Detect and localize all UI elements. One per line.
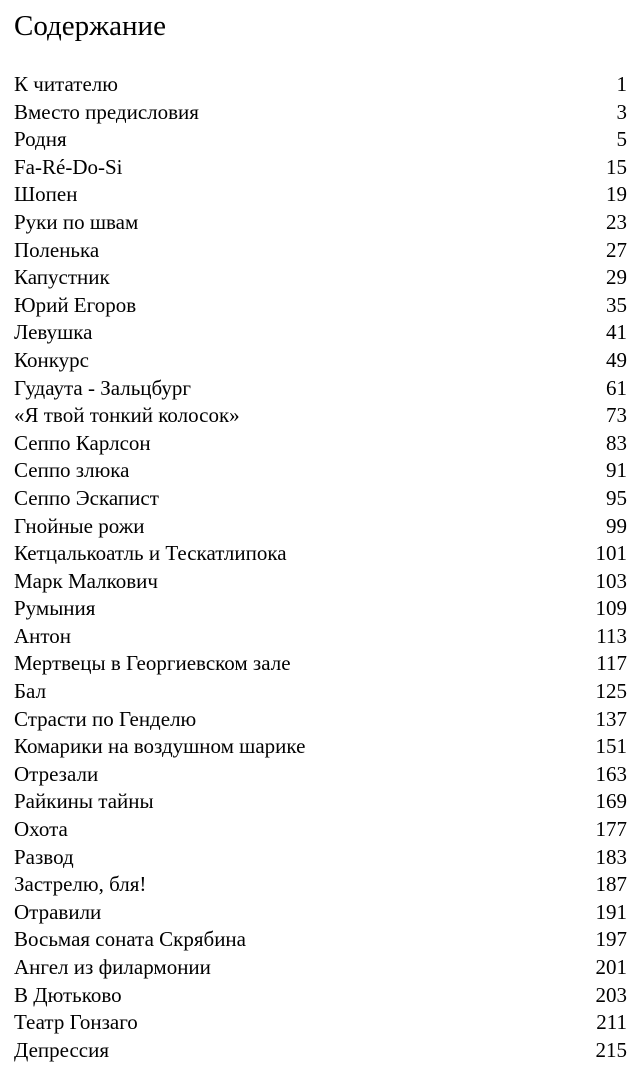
toc-entry-title: Бал: [14, 679, 47, 704]
toc-entry-page-number: 101: [595, 541, 627, 566]
toc-entry: [14, 485, 627, 513]
toc-entry-title: Кетцалькоатль и Тескатлипока: [14, 541, 287, 566]
toc-entry: [14, 99, 627, 127]
toc-entry-title: Депрессия: [14, 1037, 110, 1062]
toc-entry-page-number: 91: [606, 458, 627, 483]
toc-entry-page-number: 61: [606, 375, 627, 400]
toc-entry: [14, 899, 627, 927]
toc-entry: [14, 706, 627, 734]
toc-entry: [14, 154, 627, 182]
toc-entry: [14, 402, 627, 430]
toc-entry-page-number: 41: [606, 320, 627, 345]
toc-entry: [14, 568, 627, 596]
toc-entry: [14, 513, 627, 541]
toc-entry-page-number: 49: [606, 347, 627, 372]
toc-entry: [14, 292, 627, 320]
toc-entry-page-number: 191: [595, 899, 627, 924]
toc-entry: [14, 264, 627, 292]
toc-entry: [14, 926, 627, 954]
toc-entry-title: Антон: [14, 623, 72, 648]
toc-entry-title: Левушка: [14, 320, 93, 345]
toc-entry-title: Поленька: [14, 237, 100, 262]
toc-entry-page-number: 211: [596, 1010, 627, 1035]
toc-entry-title: Отравили: [14, 899, 102, 924]
toc-entry-page-number: 73: [606, 403, 627, 428]
toc-entry-page-number: 117: [596, 651, 627, 676]
toc-entry-page-number: 3: [616, 99, 627, 124]
toc-entry-title: Fa-Ré-Do-Si: [14, 154, 123, 179]
toc-entry-title: Мертвецы в Георгиевском зале: [14, 651, 291, 676]
toc-entry-title: Застрелю, бля!: [14, 872, 147, 897]
toc-entry-page-number: 151: [595, 734, 627, 759]
toc-entry-title: К читателю: [14, 72, 118, 96]
toc-entry-title: Шопен: [14, 182, 78, 207]
toc-entry: [14, 954, 627, 982]
toc-entry-title: Руки по швам: [14, 209, 139, 234]
toc-entry-page-number: 1: [616, 72, 627, 96]
toc-entry: [14, 623, 627, 651]
toc-entry-page-number: 169: [595, 789, 627, 814]
toc-entry-title: Восьмая соната Скрябина: [14, 927, 246, 952]
toc-entry: [14, 209, 627, 237]
toc-entry-title: Капустник: [14, 265, 110, 290]
toc-entry: [14, 457, 627, 485]
toc-entry-page-number: 197: [595, 927, 627, 952]
toc-entry: [14, 982, 627, 1010]
toc-entry-page-number: 103: [595, 568, 627, 593]
toc-entry: [14, 71, 627, 99]
toc-entry: [14, 181, 627, 209]
toc-entry: [14, 871, 627, 899]
toc-entry-page-number: 83: [606, 430, 627, 455]
toc-entry-page-number: 163: [595, 761, 627, 786]
toc-entry: [14, 678, 627, 706]
toc-entry-title: Гнойные рожи: [14, 513, 145, 538]
toc-entry-title: Гудаута - Зальцбург: [14, 375, 192, 400]
toc-entry-page-number: 99: [606, 513, 627, 538]
toc-entry-page-number: 15: [606, 154, 627, 179]
toc-entry-title: Райкины тайны: [14, 789, 154, 814]
toc-entry-title: Отрезали: [14, 761, 99, 786]
toc-entry-page-number: 203: [595, 982, 627, 1007]
toc-entry-page-number: 125: [595, 679, 627, 704]
toc-entry: [14, 540, 627, 568]
toc-entry-page-number: 27: [606, 237, 627, 262]
toc-entry: [14, 347, 627, 375]
toc-entry-page-number: 29: [606, 265, 627, 290]
toc-entry-title: Конкурс: [14, 347, 89, 372]
toc-entry-title: Вместо предисловия: [14, 99, 199, 124]
toc-entry-page-number: 201: [595, 955, 627, 979]
toc-entry-page-number: 183: [595, 844, 627, 869]
toc-entry: [14, 375, 627, 403]
toc-entry: [14, 650, 627, 678]
toc-entry-title: «Я твой тонкий колосок»: [14, 403, 240, 428]
toc-entry: [14, 1037, 627, 1065]
page-title: Содержание: [14, 10, 166, 42]
toc-entry-page-number: 19: [606, 182, 627, 207]
toc-entry: [14, 816, 627, 844]
toc-entry-title: Развод: [14, 844, 74, 869]
toc-entry: [14, 126, 627, 154]
toc-entry-page-number: 95: [606, 485, 627, 510]
toc-entry-title: Страсти по Генделю: [14, 706, 197, 731]
toc-entry: [14, 237, 627, 265]
toc-entry-page-number: 23: [606, 209, 627, 234]
toc-entry-page-number: 137: [595, 706, 627, 731]
toc-entry-page-number: 113: [596, 623, 627, 648]
toc-entry: [14, 761, 627, 789]
toc-entry-title: Охота: [14, 817, 68, 842]
toc-entry-title: Румыния: [14, 596, 96, 621]
toc-entry-page-number: 187: [595, 872, 627, 897]
toc-entry: [14, 1009, 627, 1037]
toc-entry-title: Комарики на воздушном шарике: [14, 734, 306, 759]
toc-entry: [14, 844, 627, 872]
toc-entry-title: Сеппо Карлсон: [14, 430, 151, 455]
toc-entry-title: Театр Гонзаго: [14, 1010, 138, 1035]
toc-entry-page-number: 109: [595, 596, 627, 621]
toc-entry-title: Родня: [14, 127, 67, 152]
toc-entry: [14, 788, 627, 816]
toc-entry-page-number: 177: [595, 817, 627, 842]
toc-entry-page-number: 5: [616, 127, 627, 152]
toc-entry-title: Юрий Егоров: [14, 292, 137, 317]
toc-entry-title: Сеппо Эскапист: [14, 485, 159, 510]
toc-entry-title: Ангел из филармонии: [14, 955, 211, 979]
toc-entry-title: Сеппо злюка: [14, 458, 130, 483]
table-of-contents: [14, 71, 627, 1064]
toc-entry: [14, 430, 627, 458]
toc-entry-title: В Дютьково: [14, 982, 122, 1007]
toc-entry-title: Марк Малкович: [14, 568, 158, 593]
toc-entry-page-number: 35: [606, 292, 627, 317]
toc-entry-page-number: 215: [595, 1037, 627, 1062]
toc-entry: [14, 733, 627, 761]
toc-entry: [14, 319, 627, 347]
toc-entry: [14, 595, 627, 623]
